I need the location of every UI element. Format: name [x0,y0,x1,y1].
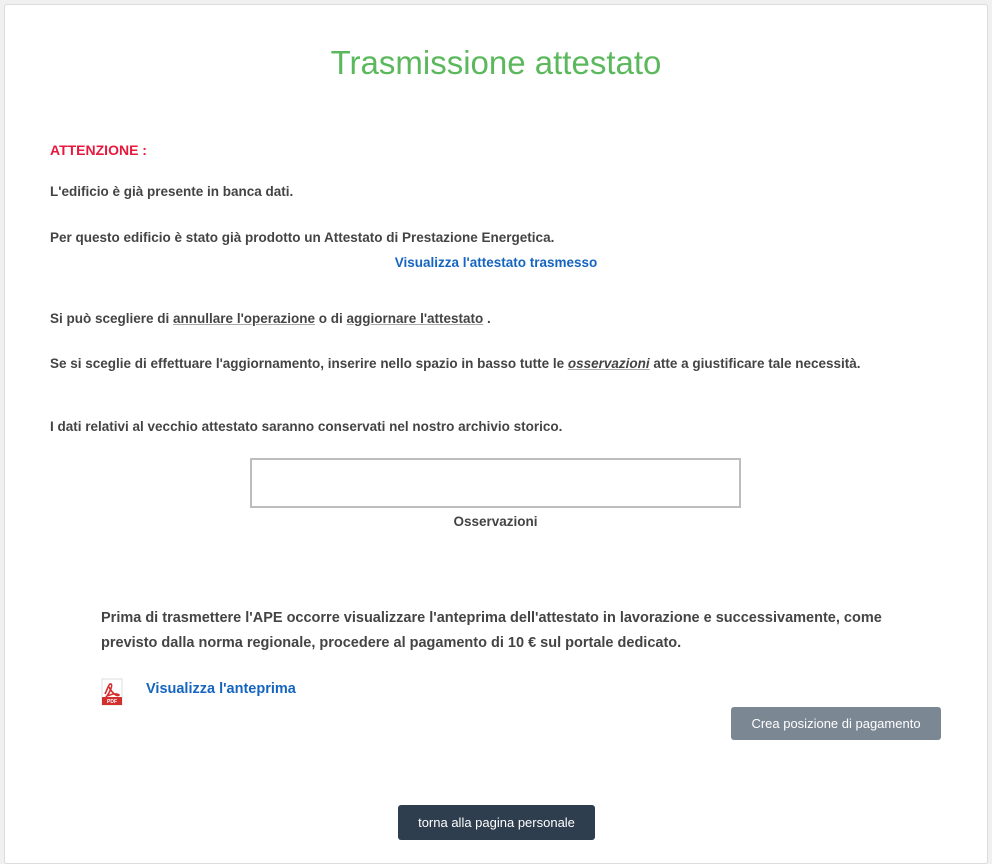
observations-label: Osservazioni [453,514,538,529]
view-certificate-row [0,255,992,270]
pdf-icon-label: PDF [107,699,117,705]
view-preview-link[interactable]: Visualizza l'anteprima [146,681,296,697]
update-certificate-link[interactable]: aggiornare l'attestato [346,311,484,326]
choice-middle: o di [315,311,347,326]
observations-emphasis: osservazioni [567,356,650,371]
certificate-exists-text: Per questo edificio è stato già prodotto un Attestato di Prestazione Energetica. [50,230,555,245]
building-exists-text: L'edificio è già presente in banca dati. [50,184,294,199]
observations-input[interactable] [250,458,741,508]
pdf-icon[interactable] [100,678,126,706]
create-payment-button[interactable]: Crea posizione di pagamento [731,707,941,740]
update-prefix: Se si sceglie di effettuare l'aggiornamento, inserire nello spazio in basso tutte le [50,356,568,371]
back-to-personal-page-button[interactable]: torna alla pagina personale [398,805,595,840]
page-title: Trasmissione attestato [330,44,662,81]
cancel-operation-link[interactable]: annullare l'operazione [173,311,316,326]
payment-notice-text: Prima di trasmettere l'APE occorre visualizzare l'anteprima dell'attestato in lavorazione e successivamente, come previsto dalla norma regionale, procedere al pagamento di 10 € sul portale dedicato. [101,610,882,651]
choice-prefix: Si può scegliere di [50,311,174,326]
warning-label: ATTENZIONE : [50,142,147,158]
choice-text [50,311,491,326]
archive-info-text: I dati relativi al vecchio attestato saranno conservati nel nostro archivio storico. [50,419,563,434]
update-instructions-text [50,354,941,374]
choice-suffix: . [483,311,491,326]
update-suffix: atte a giustificare tale necessità. [649,356,861,371]
view-transmitted-certificate-link[interactable]: Visualizza l'attestato trasmesso [394,255,598,270]
